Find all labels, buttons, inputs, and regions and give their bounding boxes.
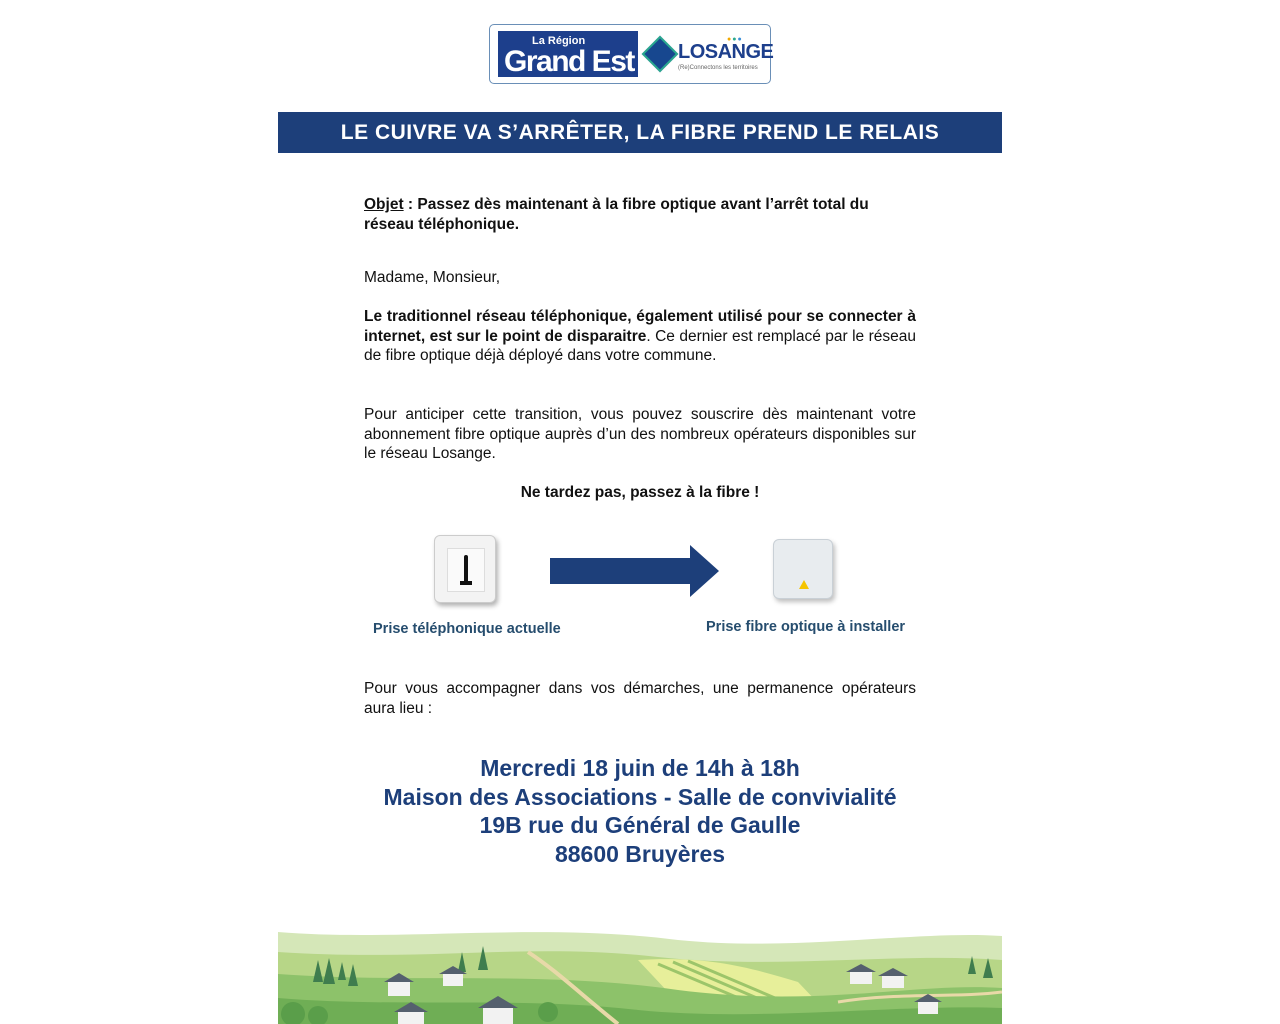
subject-label: Objet (364, 196, 404, 213)
event-details (278, 754, 1002, 868)
paragraph-copper-ending-bold: Le traditionnel réseau téléphonique, également utilisé pour se connecter à internet, est sur le point de disparaitre (364, 308, 916, 345)
region-logo-big-text: Grand Est (504, 45, 634, 78)
losange-tagline: (Re)Connectons les territoires (678, 65, 758, 71)
region-logo-small-text: La Région (532, 35, 586, 47)
region-grand-est-logo (498, 31, 638, 77)
paragraph-copper-ending (364, 307, 916, 366)
call-to-action: Ne tardez pas, passez à la fibre ! (520, 484, 760, 501)
event-city: 88600 Bruyères (554, 840, 726, 867)
event-street: 19B rue du Général de Gaulle (479, 812, 801, 838)
losange-diamond-icon (642, 36, 679, 73)
losange-dots-icon: ●●● (727, 36, 743, 43)
letter-subject (364, 195, 916, 234)
losange-logo-text: LOSANGE (678, 41, 774, 63)
subject-text: : Passez dès maintenant à la fibre optique avant l’arrêt total du réseau téléphonique. (364, 196, 869, 233)
salutation: Madame, Monsieur, (364, 269, 501, 286)
paragraph-copper-ending-rest: . Ce dernier est remplacé par le réseau de fibre optique déjà déployé dans votre commune. (364, 327, 916, 364)
phone-socket-icon (434, 535, 496, 603)
fiber-optic-outlet-icon (773, 539, 833, 599)
caption-current-socket: Prise téléphonique actuelle (373, 621, 561, 637)
paragraph-permanence: Pour vous accompagner dans vos démarches, une permanence opérateurs aura lieu : (364, 680, 916, 717)
event-place: Maison des Associations - Salle de convivialité (383, 783, 897, 810)
partner-logos (489, 24, 774, 84)
paragraph-subscribe: Pour anticiper cette transition, vous pouvez souscrire dès maintenant votre abonnement fibre optique auprès d’un des nombreux opérateurs disponibles sur le réseau Losange. (364, 406, 916, 462)
event-date: Mercredi 18 juin de 14h à 18h (480, 755, 800, 781)
headline-banner: LE CUIVRE VA S’ARRÊTER, LA FIBRE PREND LE RELAIS (278, 112, 1002, 153)
village-landscape-illustration (278, 912, 1002, 1024)
transition-arrow-icon (550, 545, 720, 597)
caption-fiber-outlet: Prise fibre optique à installer (706, 619, 906, 635)
